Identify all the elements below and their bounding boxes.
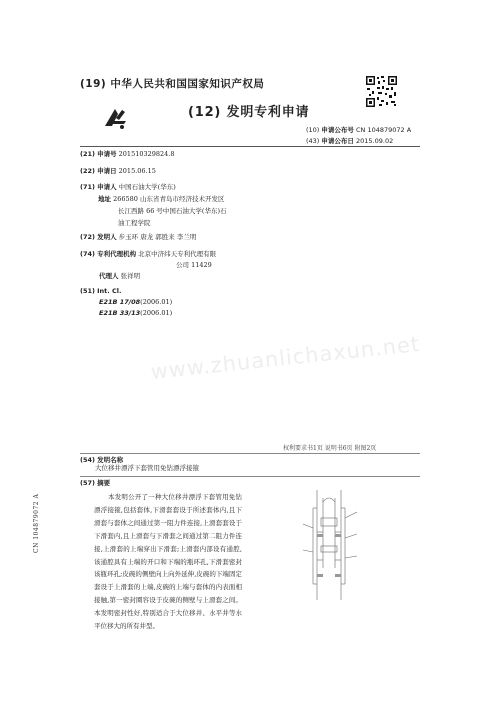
agency-label: 专利代理机构 xyxy=(97,250,137,258)
applicant-label: 申请人 xyxy=(97,183,117,191)
inventors-value: 步玉环 唐龙 郭胜来 李兰明 xyxy=(118,233,197,241)
inventor-label: 发明人 xyxy=(97,233,117,241)
app-no-value: 201510329824.8 xyxy=(118,150,175,158)
agent-label: 代理人 xyxy=(99,272,119,280)
filing-date-label: 申请日 xyxy=(97,167,117,175)
qr-code-icon xyxy=(365,75,398,108)
header-divider xyxy=(80,146,420,147)
app-no-label: 申请号 xyxy=(97,150,117,158)
patent-office-emblem-icon xyxy=(102,106,128,130)
agency-line-2: 公司 11429 xyxy=(176,261,212,269)
ipc-2-date: (2006.01) xyxy=(140,309,173,317)
pub-no-code: (10) xyxy=(306,126,320,134)
ipc-1-date: (2006.01) xyxy=(140,298,173,306)
abstract-heading xyxy=(80,479,110,489)
office-code: (19) xyxy=(80,78,107,90)
title-label: 发明名称 xyxy=(97,456,124,464)
abstract-label: 摘要 xyxy=(97,479,111,487)
inventor-code: (72) xyxy=(80,233,95,241)
ipc-1-code: E21B 17/08 xyxy=(99,298,141,306)
ipc-class-1 xyxy=(99,298,172,308)
address-line-2: 长江西路 66 号中国石油大学(华东)石 xyxy=(118,207,227,215)
agent-value: 张祥明 xyxy=(120,272,141,280)
publication-number-row xyxy=(306,125,411,134)
doc-type-title: 发明专利申请 xyxy=(226,105,310,120)
inventor-field xyxy=(80,233,196,243)
address-label: 地址 xyxy=(98,195,111,203)
applicant-value: 中国石油大学(华东) xyxy=(118,183,176,191)
applicant-code: (71) xyxy=(80,183,95,191)
title-divider-bottom xyxy=(80,476,420,477)
document-type xyxy=(188,101,309,120)
watermark: www.zhuanlichaxun.net xyxy=(149,331,422,385)
pub-date-label: 申请公布日 xyxy=(321,137,354,145)
page-counts: 权利要求书1页 说明书6页 附图2页 xyxy=(283,445,377,452)
agency-code: (74) xyxy=(80,250,95,258)
pub-no-label: 申请公布号 xyxy=(321,126,354,134)
agency-line-1: 北京中济纬天专利代理有限 xyxy=(138,250,217,258)
title-divider-top xyxy=(80,453,420,454)
invention-title: 大位移井漂浮下套管用免钻漂浮接箍 xyxy=(95,464,199,472)
application-number-field xyxy=(80,150,174,160)
ipc-code: (51) xyxy=(80,287,95,295)
app-no-code: (21) xyxy=(80,150,95,158)
ipc-field xyxy=(80,287,121,297)
pub-date-code: (43) xyxy=(306,137,320,145)
agency-field xyxy=(80,250,216,260)
doc-type-code: (12) xyxy=(188,105,222,120)
side-publication-label: CN 104879072 A xyxy=(33,493,40,553)
agent-field xyxy=(99,272,140,282)
filing-date-field xyxy=(80,167,156,177)
address-line-3: 油工程学院 xyxy=(118,219,151,227)
title-code: (54) xyxy=(80,456,95,464)
abstract-code: (57) xyxy=(80,479,95,487)
abstract-text: 本发明公开了一种大位移井漂浮下套管用免钻漂浮接箍,包括套体,下滑套套设于所述套体内,且下滑套与套体之间通过第一阻力件连接,上滑套套设于下滑套内,且上滑套与下滑套之间通过第二阻力件连接,上滑套的上端穿出下滑套;上滑套内部设有通腔,该通腔具有上端的开口和下端的瓶环孔,下滑套密封该瓶环孔;皮碗的侧壁向上向外延伸,皮碗的下端固定套设于上滑套的上端,皮碗的上端与套体的内表面相接触,第一密封圈容设于皮碗的侧壁与上滑套之间。本发明密封性好,特别适合于大位移井、水平井等水平位移大的所有井型。 xyxy=(94,493,242,631)
ipc-class-2 xyxy=(99,309,172,319)
filing-date-code: (22) xyxy=(80,167,95,175)
ipc-label: Int. Cl. xyxy=(97,287,122,295)
pub-date-value: 2015.09.02 xyxy=(356,137,394,145)
office-name: 中华人民共和国国家知识产权局 xyxy=(110,78,265,90)
office-header xyxy=(80,76,264,91)
pub-no-value: CN 104879072 A xyxy=(356,126,412,134)
address-field xyxy=(98,195,224,205)
abstract-figure-drawing xyxy=(295,488,365,602)
publication-date-row xyxy=(306,136,393,145)
applicant-field xyxy=(80,183,176,193)
filing-date-value: 2015.06.15 xyxy=(118,167,156,175)
address-line-1: 266580 山东省青岛市经济技术开发区 xyxy=(113,195,225,203)
ipc-2-code: E21B 33/13 xyxy=(99,309,141,317)
